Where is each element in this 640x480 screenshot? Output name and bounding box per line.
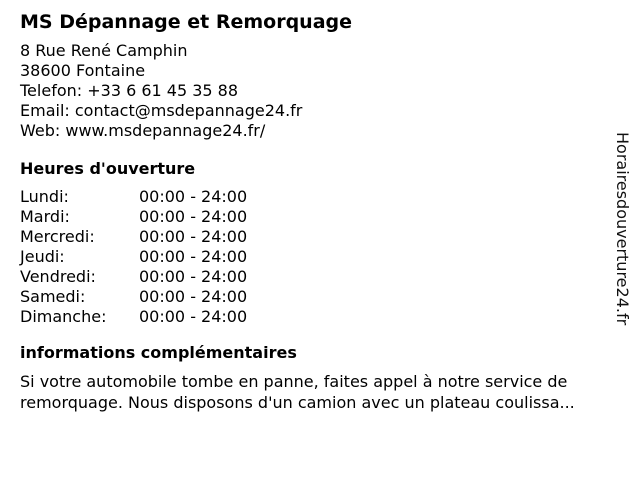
hours-row-sunday — [20, 307, 620, 327]
day-label: Mardi: — [20, 207, 70, 226]
time-range: 00:00 - 24:00 — [139, 207, 248, 226]
info-heading: informations complémentaires — [20, 343, 297, 362]
hours-row-saturday — [20, 287, 620, 307]
hours-row-monday — [20, 187, 620, 207]
day-label: Jeudi: — [20, 247, 65, 266]
time-range: 00:00 - 24:00 — [139, 187, 248, 206]
watermark-text: Horairesdouverture24.fr — [613, 132, 632, 326]
phone-number: Telefon: +33 6 61 45 35 88 — [20, 81, 239, 100]
street-address: 8 Rue René Camphin — [20, 41, 188, 60]
time-range: 00:00 - 24:00 — [139, 307, 248, 326]
hours-heading: Heures d'ouverture — [20, 159, 196, 178]
hours-row-tuesday — [20, 207, 620, 227]
website-address: Web: www.msdepannage24.fr/ — [20, 121, 266, 140]
day-label: Vendredi: — [20, 267, 96, 286]
day-label: Lundi: — [20, 187, 69, 206]
hours-row-thursday — [20, 247, 620, 267]
time-range: 00:00 - 24:00 — [139, 267, 248, 286]
time-range: 00:00 - 24:00 — [139, 287, 248, 306]
watermark — [611, 132, 633, 372]
time-range: 00:00 - 24:00 — [139, 227, 248, 246]
day-label: Samedi: — [20, 287, 86, 306]
day-label: Mercredi: — [20, 227, 95, 246]
hours-row-wednesday — [20, 227, 620, 247]
hours-row-friday — [20, 267, 620, 287]
city-address: 38600 Fontaine — [20, 61, 146, 80]
time-range: 00:00 - 24:00 — [139, 247, 248, 266]
business-name: MS Dépannage et Remorquage — [20, 11, 353, 33]
contact-block — [20, 41, 620, 141]
hours-table — [20, 187, 620, 327]
info-description: Si votre automobile tombe en panne, faites appel à notre service de remorquage. Nous disposons d'un camion avec un plateau coulissa... — [20, 372, 575, 412]
email-address: Email: contact@msdepannage24.fr — [20, 101, 303, 120]
business-card — [20, 10, 620, 413]
day-label: Dimanche: — [20, 307, 107, 326]
